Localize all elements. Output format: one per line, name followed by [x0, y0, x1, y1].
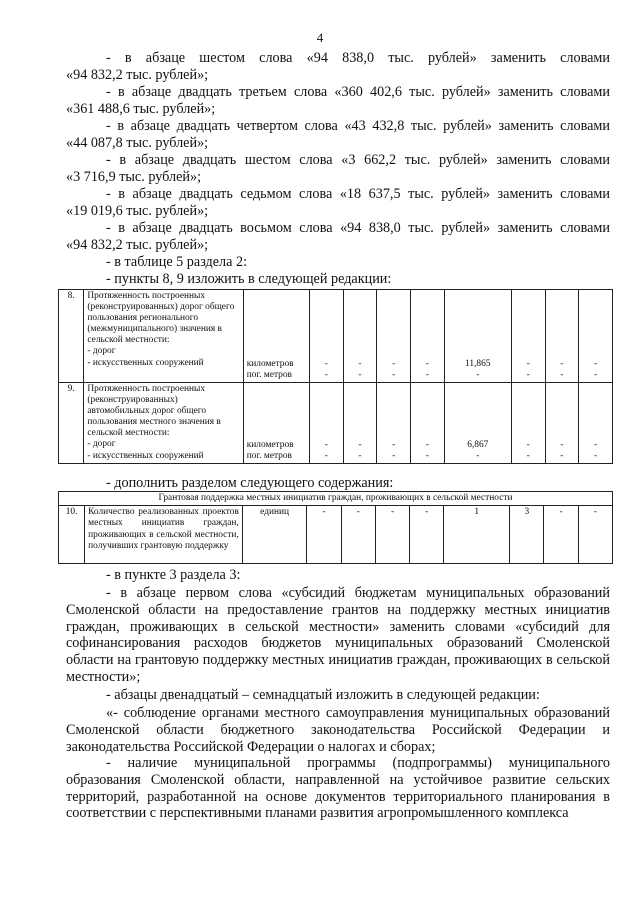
table5-intro: - в таблице 5 раздела 2:: [106, 254, 248, 270]
unit-cell: единиц: [242, 506, 307, 564]
paragraph-municipal-program: - наличие муниципальной программы (подпрограммы) муниципального образования Смоленской области, направленной на устойчивое развитие сельских территорий, разработанной на основе документов территориального планирования в соответствии с перспективными планами развития агропромышленного комплекса: [66, 755, 610, 822]
point3-intro: - в пункте 3 раздела 3:: [106, 567, 241, 583]
value-cell: 1: [444, 506, 510, 564]
value-cell: -: [578, 506, 612, 564]
value-cell: - -: [511, 290, 545, 383]
paragraph-2: - в абзаце двадцать третьем слова «360 402,6 тыс. рублей» заменить словами «361 488,6 тыс. рублей»;: [66, 84, 610, 117]
value-cell: - -: [545, 290, 579, 383]
value-cell: -: [544, 506, 578, 564]
table-header-row: [59, 492, 613, 506]
grant-table: [58, 491, 613, 564]
value-cell: - -: [579, 383, 613, 464]
value-cell: -: [341, 506, 375, 564]
value-cell: -: [375, 506, 409, 564]
value-cell: - -: [411, 290, 445, 383]
value-cell: 11,865 -: [444, 290, 511, 383]
paragraph-6: - в абзаце двадцать восьмом слова «94 838,0 тыс. рублей» заменить словами «94 832,2 тыс. рублей»;: [66, 220, 610, 253]
paragraph-4: - в абзаце двадцать шестом слова «3 662,2 тыс. рублей» заменить словами «3 716,9 тыс. рублей»;: [66, 152, 610, 185]
paragraph-abzacy: - абзацы двенадцатый – семнадцатый изложить в следующей редакции:: [106, 687, 540, 703]
paragraph-5: - в абзаце двадцать седьмом слова «18 637,5 тыс. рублей» заменить словами «19 019,6 тыс. рублей»;: [66, 186, 610, 219]
paragraph-subsidies: - в абзаце первом слова «субсидий бюджетам муниципальных образований Смоленской области на предоставление грантов на поддержку местных инициатив граждан, проживающих в сельской местности» заменить словами «субсидий для софинансирования расходов бюджетов муниципальных образований Смоленской области на грантовую поддержку местных инициатив граждан, проживающих в сельской местности»;: [66, 585, 610, 685]
value-cell: 6,867 -: [444, 383, 511, 464]
value-cell: -: [410, 506, 444, 564]
indicators-table: [58, 289, 613, 464]
value-cell: - -: [377, 290, 411, 383]
value-cell: 3: [510, 506, 544, 564]
indicator-name: Протяженность построенных (реконструированных) дорог общего пользования регионального (межмуниципального) значения в сельской местности: - дорог - искусственных сооружений: [84, 290, 243, 383]
indicator-name: Протяженность построенных (реконструированных) автомобильных дорог общего пользования местного значения в сельской местности: - дорог - искусственных сооружений: [84, 383, 243, 464]
paragraph-1: - в абзаце шестом слова «94 838,0 тыс. рублей» заменить словами «94 832,2 тыс. рублей»;: [66, 50, 610, 83]
row-number: 10.: [59, 506, 85, 564]
value-cell: - -: [545, 383, 579, 464]
value-cell: - -: [343, 290, 377, 383]
value-cell: - -: [511, 383, 545, 464]
paragraph-compliance: «- соблюдение органами местного самоуправления муниципальных образований Смоленской области бюджетного законодательства Российской Федерации и законодательства Российской Федерации о налогах и сборах;: [66, 705, 610, 755]
table-row: [59, 506, 613, 564]
unit-cell: километров пог. метров: [243, 383, 309, 464]
value-cell: - -: [343, 383, 377, 464]
page-number: 4: [316, 30, 324, 45]
row-number: 9.: [59, 383, 84, 464]
row-number: 8.: [59, 290, 84, 383]
points-intro: - пункты 8, 9 изложить в следующей редакции:: [106, 271, 392, 287]
paragraph-3: - в абзаце двадцать четвертом слова «43 432,8 тыс. рублей» заменить словами «44 087,8 тыс. рублей»;: [66, 118, 610, 151]
section-header: Грантовая поддержка местных инициатив граждан, проживающих в сельской местности: [59, 492, 613, 506]
value-cell: -: [307, 506, 341, 564]
table-row: [59, 383, 613, 464]
value-cell: - -: [309, 290, 343, 383]
value-cell: - -: [411, 383, 445, 464]
value-cell: - -: [579, 290, 613, 383]
indicator-name: Количество реализованных проектов местных инициатив граждан, проживающих в сельской местности, получивших грантовую поддержку: [85, 506, 243, 564]
section-intro: - дополнить разделом следующего содержания:: [106, 475, 394, 491]
value-cell: - -: [377, 383, 411, 464]
unit-cell: километров пог. метров: [243, 290, 309, 383]
value-cell: - -: [309, 383, 343, 464]
